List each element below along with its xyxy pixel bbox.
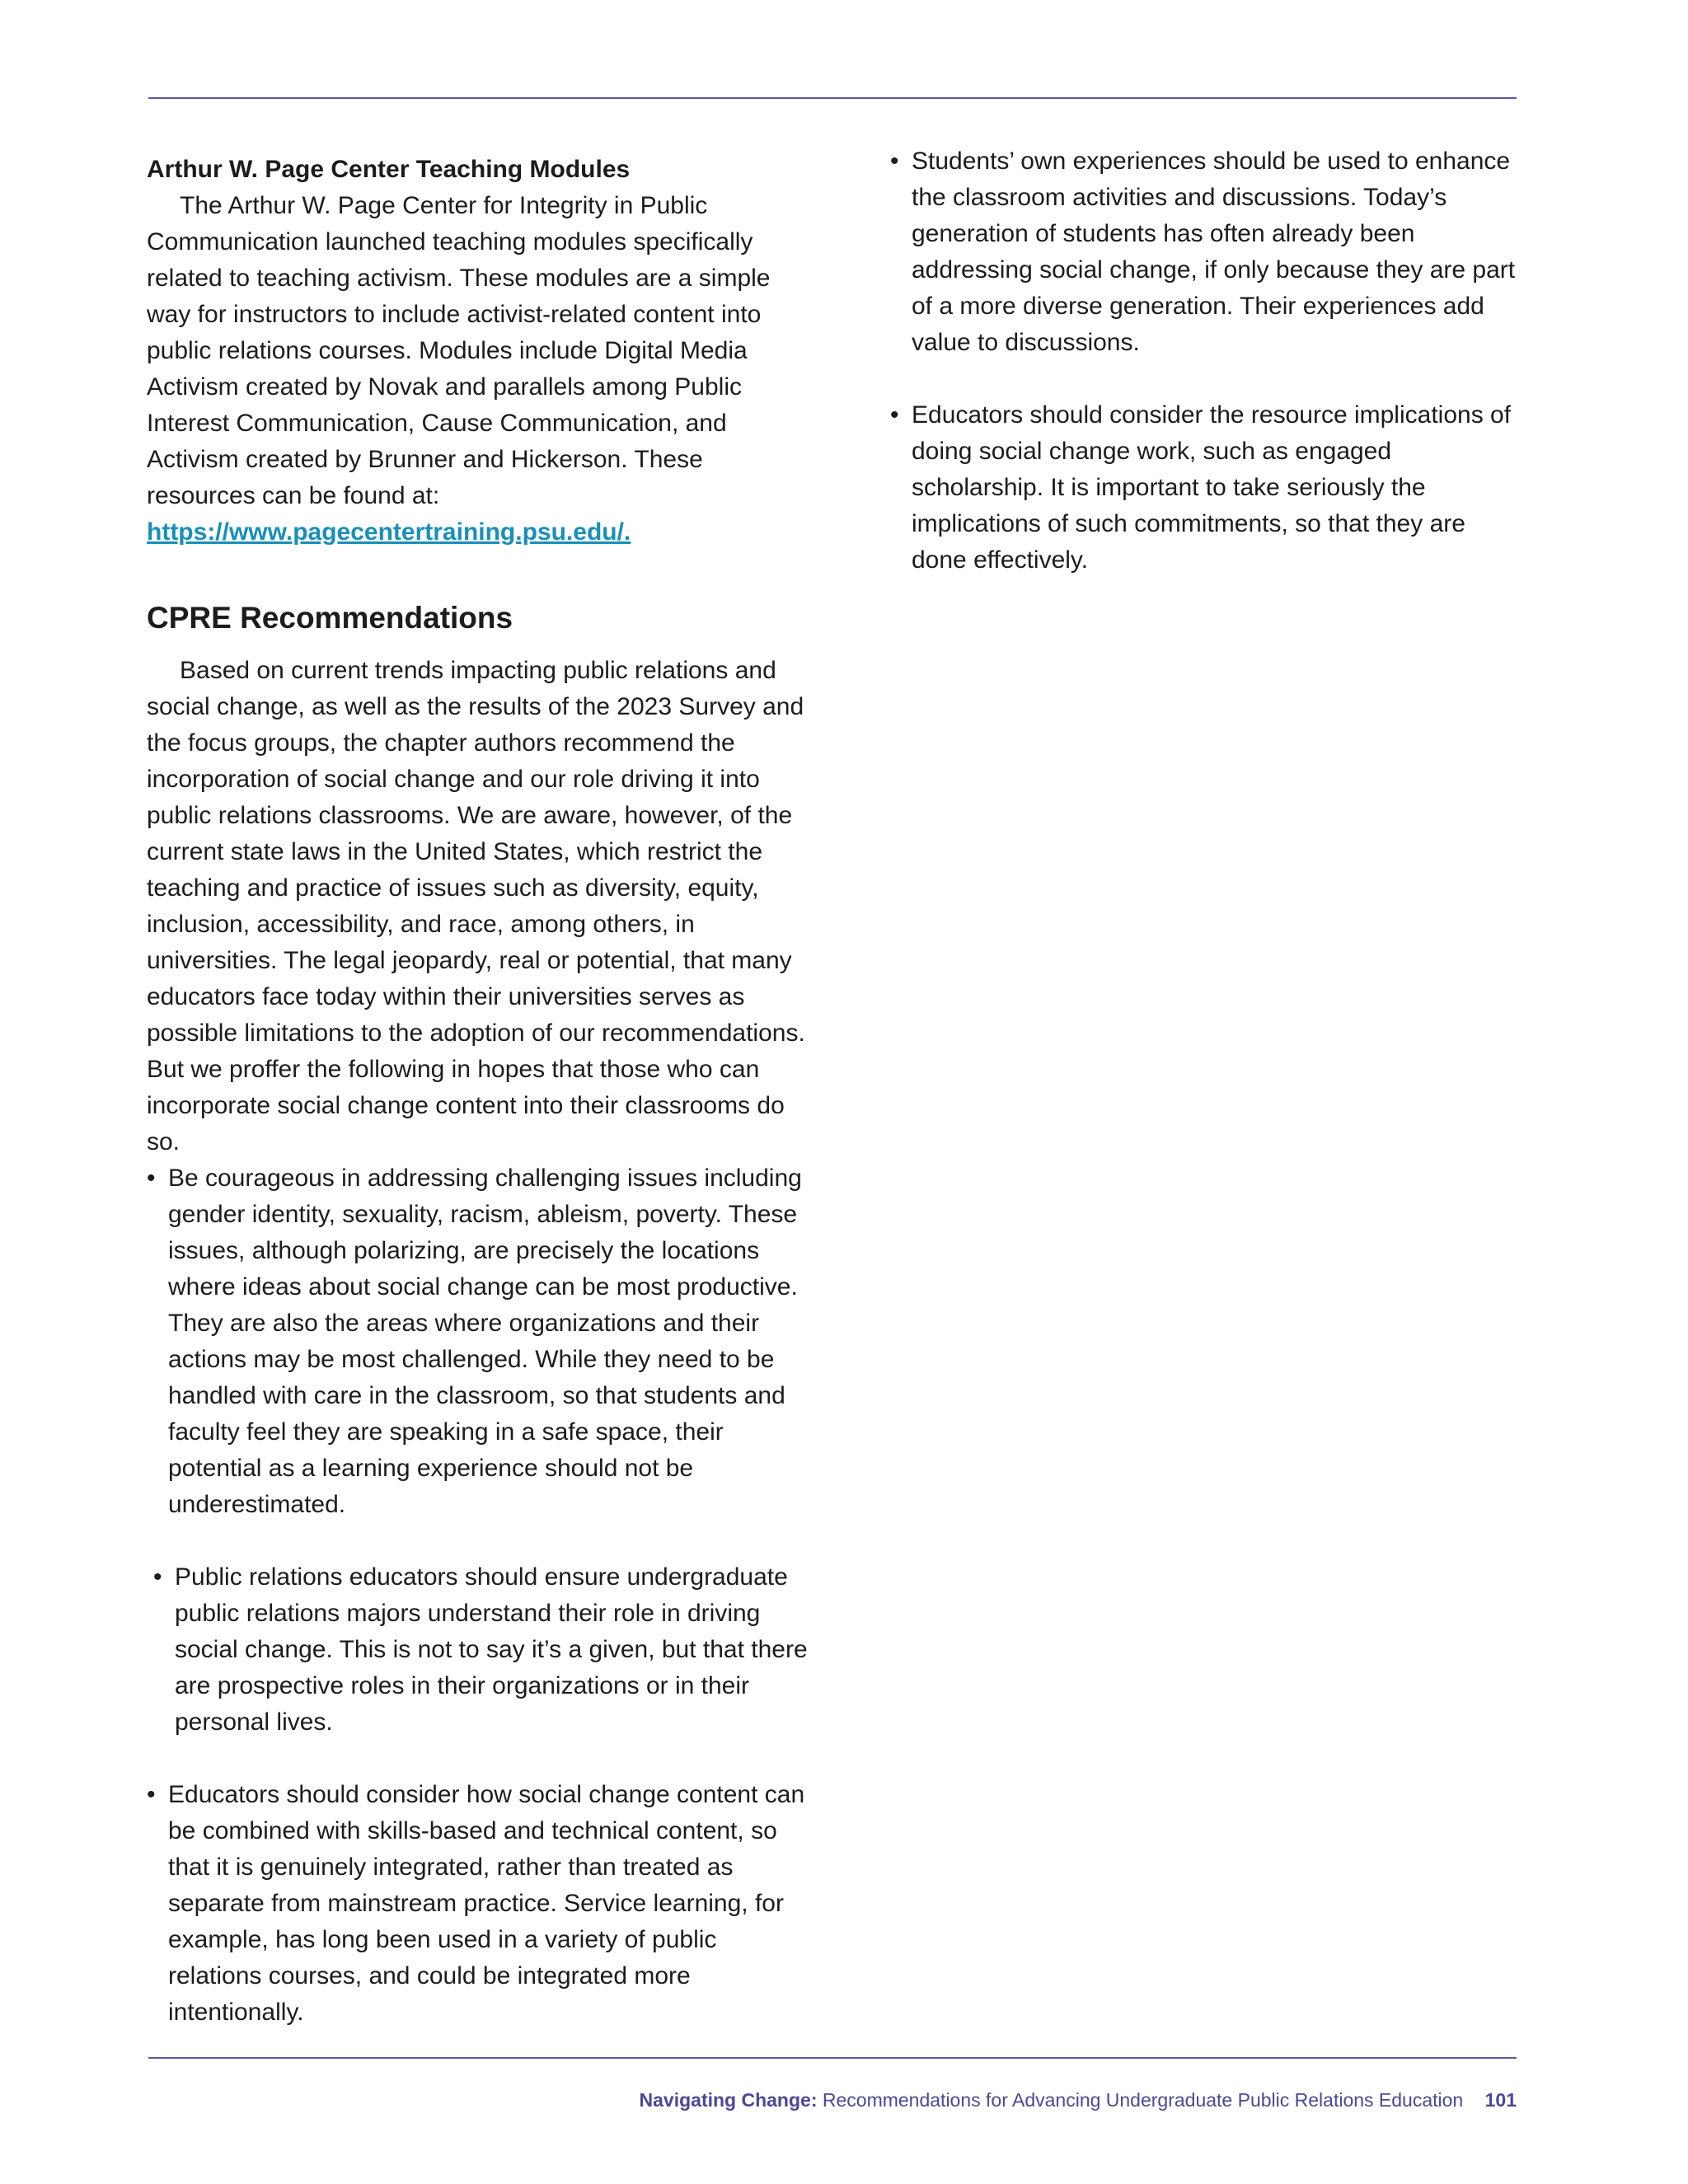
recommendations-list-continued xyxy=(890,143,1517,579)
list-item xyxy=(890,397,1517,579)
bullet-icon: • xyxy=(890,148,899,175)
list-item-text: Public relations educators should ensure undergraduate public relations majors understand their role in driving social change. This is not to say it’s a given, but that there are prospective roles in their organizations or in their personal lives. xyxy=(175,1563,808,1736)
pagecenter-link[interactable]: https://www.pagecentertraining.psu.edu/. xyxy=(147,518,631,546)
list-item xyxy=(147,1777,814,2031)
bullet-icon: • xyxy=(147,1165,156,1192)
section-paragraph: Based on current trends impacting public relations and social change, as well as the results of the 2023 Survey and the focus groups, the chapter authors recommend the incorporation of social change and our role driving it into public relations classrooms. We are aware, however, of the current state laws in the United States, which restrict the teaching and practice of issues such as diversity, equity, inclusion, accessibility, and race, among others, in universities. The legal jeopardy, real or potential, that many educators face today within their universities serves as possible limitations to the adoption of our recommendations. But we proffer the following in hopes that those who can incorporate social change content into their classrooms do so. xyxy=(147,657,805,1155)
list-item xyxy=(147,1160,814,1523)
list-item xyxy=(890,143,1517,361)
right-column xyxy=(890,148,1517,579)
bottom-divider xyxy=(148,2057,1517,2059)
recommendations-list xyxy=(147,1160,814,2031)
bullet-icon: • xyxy=(147,1781,156,1808)
page-footer xyxy=(640,2088,1517,2112)
list-item-text: Educators should consider how social change content can be combined with skills-based and technical content, so that it is genuinely integrated, rather than treated as separate from mainstream practice. Service learning, for example, has long been used in a variety of public relations courses, and could be integrated more intentionally. xyxy=(168,1781,805,2026)
list-item-text: Be courageous in addressing challenging issues including gender identity, sexuality, racism, ableism, poverty. These issues, although polarizing, are precisely the locations where ideas about social change can be most productive. They are also the areas where organizations and their actions may be most challenged. While they need to be handled with care in the classroom, so that students and faculty feel they are speaking in a safe space, their potential as a learning experience should not be underestimated. xyxy=(168,1165,802,1518)
footer-title-rest: Recommendations for Advancing Undergraduate Public Relations Education xyxy=(822,2089,1464,2111)
section-title: CPRE Recommendations xyxy=(147,601,513,635)
bullet-icon: • xyxy=(890,401,899,429)
page-number: 101 xyxy=(1484,2089,1517,2111)
list-item xyxy=(153,1559,814,1741)
footer-title-bold: Navigating Change: xyxy=(639,2089,818,2111)
list-item-text: Educators should consider the resource implications of doing social change work, such as engaged scholarship. It is important to take seriously the implications of such commitments, so that they are done effectively. xyxy=(912,401,1512,574)
modules-paragraph-text: The Arthur W. Page Center for Integrity in Public Communication launched teaching modules specifically related to teaching activism. These modules are a simple way for instructors to include activist-related content into public relations courses. Modules include Digital Media Activism created by Novak and parallels among Public Interest Communication, Cause Communication, and Activism created by Brunner and Hickerson. These resources can be found at: xyxy=(147,192,771,509)
left-column xyxy=(147,152,814,2031)
top-divider xyxy=(148,97,1517,99)
modules-paragraph xyxy=(147,188,814,551)
modules-heading: Arthur W. Page Center Teaching Modules xyxy=(147,156,631,183)
bullet-icon: • xyxy=(153,1563,162,1591)
list-item-text: Students’ own experiences should be used to enhance the classroom activities and discussions. Today’s generation of students has often already been addressing social change, if only because they are part of a more diverse generation. Their experiences add value to discussions. xyxy=(912,148,1516,356)
